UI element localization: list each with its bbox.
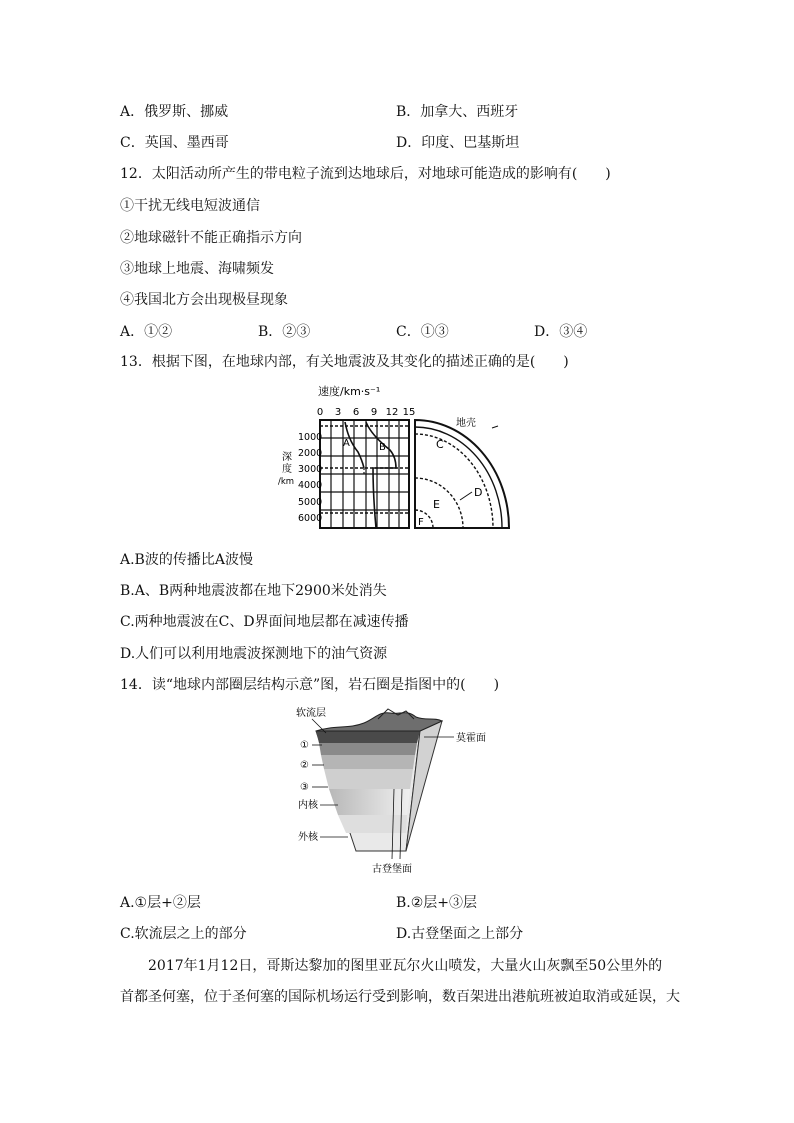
layer-3-label: ③	[300, 782, 309, 793]
q12-item-4: ④我国北方会出现极昼现象	[120, 292, 288, 308]
q14-option-b: B.②层+③层	[396, 895, 478, 911]
q13-option-d: D.人们可以利用地震波探测地下的油气资源	[120, 646, 388, 662]
speed-tick-3: 3	[334, 407, 342, 418]
q12-item-3: ③地球上地震、海啸频发	[120, 261, 274, 277]
crust-label: 地壳	[456, 418, 476, 429]
q14-option-c: C.软流层之上的部分	[120, 926, 247, 942]
depth-tick-6000: 6000	[298, 513, 323, 524]
depth-tick-2000: 2000	[298, 448, 323, 459]
inner-core-label: 内核	[298, 800, 318, 811]
surface-relief	[316, 713, 442, 731]
q12-item-1: ①干扰无线电短波通信	[120, 198, 260, 214]
d-leader	[460, 492, 472, 500]
depth-tick-5000: 5000	[298, 497, 323, 508]
wave-b-label: B	[379, 442, 386, 453]
wave-a-label: A	[343, 438, 350, 449]
speed-tick-12: 12	[385, 407, 399, 418]
passage-line-2: 首都圣何塞，位于圣何塞的国际机场运行受到影响，数百架进出港航班被迫取消或延误，大	[120, 989, 680, 1005]
asthenosphere-label: 软流层	[296, 708, 326, 719]
inner-core-band	[329, 789, 410, 815]
crust-leader	[492, 426, 498, 428]
q13-stem: 13．根据下图，在地球内部，有关地震波及其变化的描述正确的是( )	[120, 354, 569, 370]
layer-3-band	[324, 769, 413, 789]
layer-2-band	[321, 755, 415, 769]
depth-tick-1000: 1000	[298, 432, 323, 443]
q14-option-a: A.①层+②层	[120, 895, 201, 911]
seismic-wave-figure	[278, 382, 518, 534]
depth-axis-label-1: 深	[282, 452, 292, 463]
speed-tick-15: 15	[402, 407, 416, 418]
outer-core-band	[338, 815, 407, 833]
q14-stem: 14．读“地球内部圈层结构示意”图，岩石圈是指图中的( )	[120, 677, 500, 693]
q13-option-b: B.A、B两种地震波都在地下2900米处消失	[120, 583, 387, 599]
q11-option-d: D．印度、巴基斯坦	[396, 135, 520, 151]
earth-section-outline	[415, 420, 509, 528]
outer-core-label: 外核	[298, 832, 318, 843]
layer-1-label: ①	[300, 740, 309, 751]
depth-axis-label-2: 度	[282, 464, 292, 475]
gutenberg-label: 古登堡面	[372, 864, 412, 875]
q11-option-c: C．英国、墨西哥	[120, 135, 229, 151]
earth-layers-figure	[294, 703, 504, 875]
crust-boundary	[415, 427, 502, 528]
layer-2-label: ②	[300, 760, 309, 771]
depth-tick-3000: 3000	[298, 464, 323, 475]
layer-1-band	[319, 743, 417, 755]
speed-axis-label: 速度/km·s⁻¹	[318, 385, 381, 398]
crust-band	[316, 731, 420, 743]
layer-d-label: D	[474, 486, 483, 499]
speed-tick-0: 0	[316, 407, 324, 418]
layer-e-label: E	[433, 498, 440, 511]
q12-option-d: D．③④	[534, 324, 588, 340]
q14-option-d: D.古登堡面之上部分	[396, 926, 524, 942]
depth-tick-4000: 4000	[298, 480, 323, 491]
q12-option-a: A．①②	[120, 324, 173, 340]
layer-c-label: C	[436, 438, 444, 451]
passage-line-1: 2017年1月12日，哥斯达黎加的图里亚瓦尔火山喷发，大量火山灰飘至50公里外的	[148, 958, 663, 974]
speed-tick-6: 6	[352, 407, 360, 418]
moho-label: 莫霍面	[456, 733, 486, 744]
q12-option-b: B．②③	[258, 324, 311, 340]
q11-option-b: B．加拿大、西班牙	[396, 104, 519, 120]
q13-option-a: A.B波的传播比A波慢	[120, 552, 253, 568]
q12-stem: 12．太阳活动所产生的带电粒子流到达地球后，对地球可能造成的影响有( )	[120, 166, 611, 182]
layer-f-label: F	[418, 517, 424, 528]
q13-option-c: C.两种地震波在C、D界面间地层都在减速传播	[120, 614, 409, 630]
depth-axis-unit: /km	[278, 477, 295, 487]
q12-item-2: ②地球磁针不能正确指示方向	[120, 230, 302, 246]
q11-option-a: A．俄罗斯、挪威	[120, 104, 229, 120]
speed-tick-9: 9	[370, 407, 378, 418]
q12-option-c: C．①③	[396, 324, 449, 340]
